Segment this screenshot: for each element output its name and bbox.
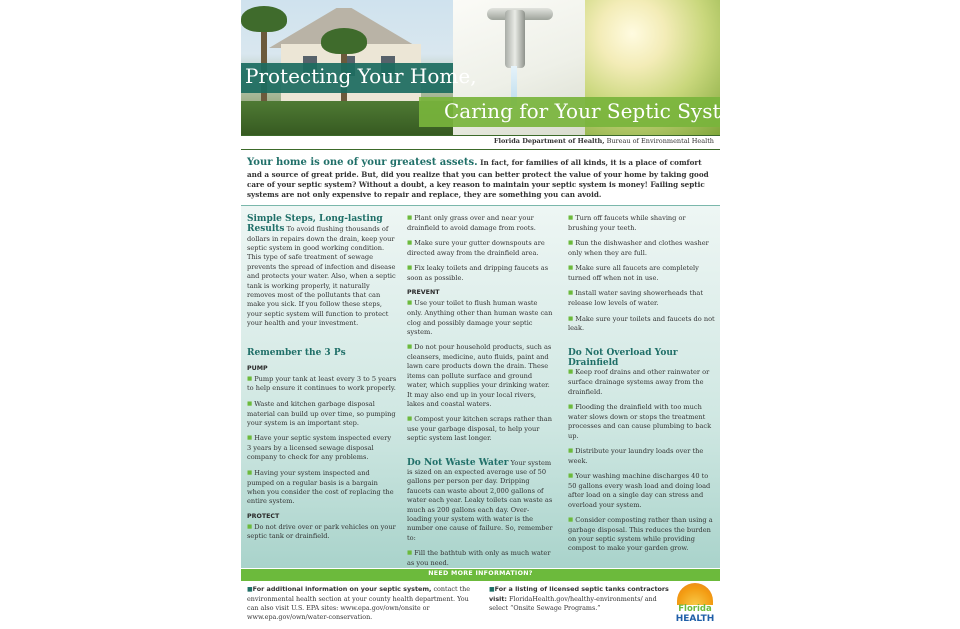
intro-paragraph	[247, 156, 714, 200]
palm-leaves	[321, 28, 367, 54]
need-more-info-label: NEED MORE INFORMATION?	[428, 570, 533, 577]
agency-name: Florida Department of Health,	[493, 137, 605, 145]
faucet-spout	[505, 10, 525, 68]
footer-right-text: FloridaHealth.gov/healthy-environments/ and select “Onsite Sewage Programs.”	[489, 594, 657, 612]
intro-body: In fact, for families of all kinds, it is a place of comfort and a source of great pride. But, did you realize that you can better protect the value of your home by taking good care of your septic system? Without a doubt, a key reason to maintain your septic system is money! Failing septic systems are not only expensive to repair and replace, they are something you can avoid.	[247, 158, 709, 200]
overload-heading: Do Not Overload Your Drainfield	[568, 347, 678, 369]
list-item: ■ Make sure all faucets are completely turned off when not in use.	[568, 264, 715, 283]
list-item: ■ Pump your tank at least every 3 to 5 years to help ensure it continues to work properly.	[247, 375, 397, 394]
remember-3ps-heading: Remember the 3 Ps	[247, 348, 346, 359]
footer-left-text: contact the environmental health section at your county health department. You can also visit U.S. EPA sites: www.epa.gov/own/onsite or www.epa.gov/own/water-conservation.	[247, 585, 471, 622]
list-item: ■ Distribute your laundry loads over the week.	[568, 447, 715, 466]
header-photo-band	[241, 0, 752, 135]
list-item: ■ Your washing machine discharges 40 to 50 gallons every wash load and doing load after load on a single day can stress and overload your system.	[568, 472, 715, 510]
list-item: ■ Do not drive over or park vehicles on your septic tank or drainfield.	[247, 523, 397, 542]
list-item: ■ Consider composting rather than using a garbage disposal. This reduces the burden on your septic system while providing compost to make your garden grow.	[568, 516, 715, 554]
title-line-2: Caring for Your Septic System	[444, 99, 752, 123]
footer-right-bold: For a listing of licensed septic tanks contractors visit:	[489, 585, 669, 603]
column-3	[568, 214, 715, 560]
palm-leaves	[241, 6, 287, 32]
list-item: ■ Do not pour household products, such as cleansers, medicine, auto fluids, paint and lawn care products down the drain. These items can pollute surface and ground water, which supplies your drinking water. It may also end up in your local rivers, lakes and coastal waters.	[407, 343, 553, 409]
footer-left-bold: For additional information on your septic system,	[252, 585, 432, 593]
list-item: ■ Flooding the drainfield with too much water slows down or stops the treatment processes and can cause plumbing to back up.	[568, 403, 715, 441]
list-item: ■ Have your septic system inspected every 3 years by a licensed sewage disposal company to check for any problems.	[247, 434, 397, 463]
column-2	[407, 214, 553, 574]
sun-icon	[677, 583, 713, 605]
waste-water-section	[407, 458, 553, 543]
list-item: ■ Make sure your toilets and faucets do not leak.	[568, 315, 715, 334]
footer-contractors-info	[489, 585, 669, 613]
list-item: ■ Install water saving showerheads that release low levels of water.	[568, 289, 715, 308]
square-bullet-icon: ■	[247, 586, 253, 593]
title-line-1: Protecting Your Home,	[245, 64, 477, 88]
list-item: ■ Run the dishwasher and clothes washer only when they are full.	[568, 239, 715, 258]
list-item: ■ Use your toilet to flush human waste only. Anything other than human waste can clog and possibly damage your septic system.	[407, 299, 553, 337]
simple-steps-heading: Simple Steps, Long-lasting Results	[247, 214, 383, 235]
content-columns	[241, 205, 720, 568]
logo-florida: Florida	[678, 604, 712, 614]
agency-credit	[494, 137, 714, 145]
simple-steps-text: To avoid flushing thousands of dollars in repairs down the drain, keep your septic system in good working condition. This type of safe treatment of sewage prevents the spread of infection and disease and protects your water. Also, when a septic tank is working properly, it naturally removes most of the pollutants that can make you sick. If you follow these steps, your septic system will function to protect your health and your investment.	[247, 225, 396, 327]
florida-health-logo	[673, 583, 717, 627]
list-item: ■ Plant only grass over and near your drainfield to avoid damage from roots.	[407, 214, 553, 233]
list-item: ■ Turn off faucets while shaving or brushing your teeth.	[568, 214, 715, 233]
column-1	[247, 214, 397, 548]
list-item: ■ Compost your kitchen scraps rather than use your garbage disposal, to help your septic system last longer.	[407, 415, 553, 444]
square-bullet-icon: ■	[489, 586, 495, 593]
prevent-label: PREVENT	[407, 289, 440, 297]
simple-steps-section	[247, 214, 397, 328]
list-item: ■ Make sure your gutter downspouts are directed away from the drainfield area.	[407, 239, 553, 258]
list-item: ■ Fix leaky toilets and dripping faucets as soon as possible.	[407, 264, 553, 283]
list-item: ■ Having your system inspected and pumped on a regular basis is a bargain when you consider the cost of replacing the entire system.	[247, 469, 397, 507]
intro-lead: Your home is one of your greatest assets.	[247, 157, 478, 168]
waste-water-text: Your system is sized on an expected average use of 50 gallons per person per day. Dripping faucets can waste about 2,000 gallons of water each year. Leaky toilets can waste as much as 200 gallons each day. Over-loading your system with water is the number one cause of failure. So, remember to:	[407, 458, 553, 542]
list-item: ■ Keep roof drains and other rainwater or surface drainage systems away from the drainfield.	[568, 368, 715, 397]
footer-additional-info	[247, 585, 479, 623]
pump-label: PUMP	[247, 364, 268, 372]
list-item: ■ Waste and kitchen garbage disposal material can build up over time, so pumping your system is an important step.	[247, 400, 397, 429]
list-item: ■ Fill the bathtub with only as much water as you need.	[407, 549, 553, 568]
logo-health: HEALTH	[675, 614, 715, 624]
protect-label: PROTECT	[247, 512, 280, 520]
agency-bureau: Bureau of Environmental Health	[604, 137, 714, 145]
brochure-page	[241, 0, 752, 629]
waste-water-heading: Do Not Waste Water	[407, 457, 509, 468]
